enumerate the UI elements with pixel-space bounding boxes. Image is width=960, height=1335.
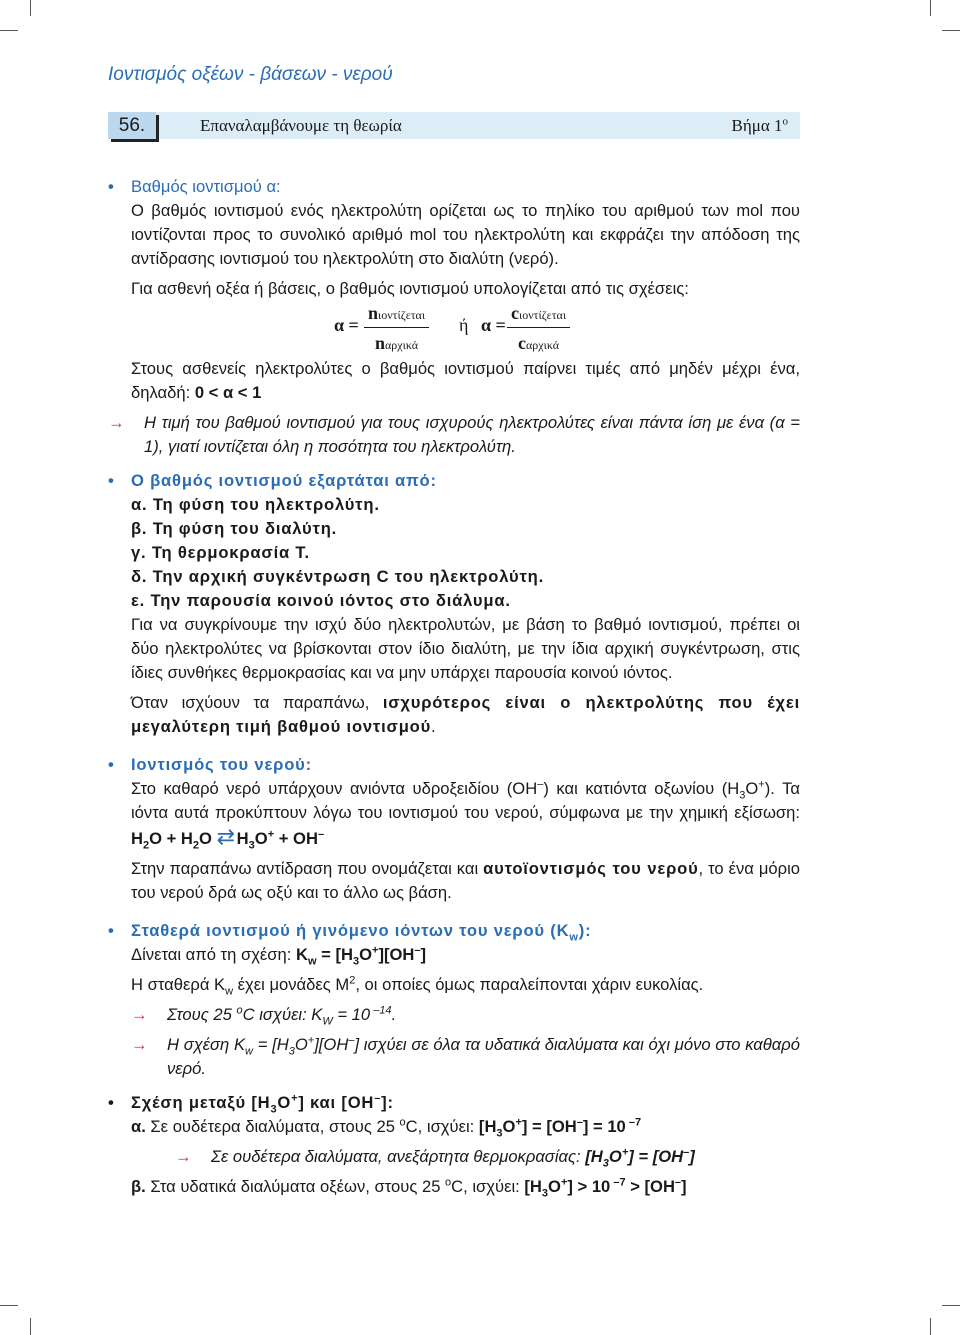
- section-water-ionization: [108, 753, 800, 905]
- bullet-icon: •: [108, 471, 114, 490]
- kw-value-note: → Στους 25 $^o$C ισχύει: $K_W = 10$ $^{-14}$.: [131, 1004, 397, 1028]
- conclusion-paragraph: Όταν ισχύουν τα παραπάνω, ισχυρότερος είναι ο ηλεκτρολύτης που έχει μεγαλύτερη τιμή βαθμού ιοντισμού.: [131, 693, 800, 736]
- header-title: Επαναλαμβάνουμε τη θεωρία: [200, 116, 402, 135]
- dependency-item: β. Τη φύση του διαλύτη.: [131, 519, 338, 538]
- crop-mark: [30, 0, 31, 16]
- acidic-relation: β. Στα υδατικά διαλύματα οξέων, στους 25 $^o$C, ισχύει: $[H_3O^+] > 10$ $^{-7}$ > [OH–]: [131, 1176, 687, 1200]
- alpha-equals-2: α =: [481, 315, 506, 335]
- kw-units: Η σταθερά $K_w$ έχει μονάδες $M^2$, οι οποίες όμως παραλείπονται χάριν ευκολίας.: [131, 974, 704, 998]
- heading-ionization-degree: Βαθμός ιοντισμού α:: [131, 177, 281, 196]
- section-title: Ιοντισμός οξέων - βάσεων - νερού: [108, 64, 393, 85]
- arrow-icon: →: [131, 1005, 148, 1024]
- dependency-item: α. Τη φύση του ηλεκτρολύτη.: [131, 495, 380, 514]
- section-kw: [108, 919, 800, 1081]
- heading-dependencies: Ο βαθμός ιοντισμού εξαρτάται από:: [131, 471, 437, 490]
- section-ionization-degree: [108, 175, 800, 459]
- bullet-icon: •: [108, 177, 114, 196]
- step-label: Βήμα $1^o$: [731, 115, 788, 135]
- definition-paragraph: Ο βαθμός ιοντισμού ενός ηλεκτρολύτη ορίζεται ως το πηλίκο του αριθμού των mol που ιοντίζονται προς το συνολικό αριθμό mol του ηλεκτρολύτη και εκφράζει την απόδοση της αντίδρασης ιοντισμού του ηλεκτρολύτη στο διαλύτη (νερό).: [131, 201, 800, 268]
- heading-kw: Σταθερά ιοντισμού ή γινόμενο ιόντων του νερού $(K_w)$:: [131, 921, 592, 944]
- kw-relation: Δίνεται από τη σχέση: $K_w = [H_3O^+][OH^-]$: [131, 944, 427, 968]
- neutral-any-temperature-note: → Σε ουδέτερα διαλύματα, ανεξάρτητα θερμοκρασίας: $[H_3O^+] = [OH^-]$: [175, 1146, 695, 1170]
- equilibrium-arrow-icon: ⇄: [216, 824, 233, 849]
- dependency-item: ε. Την παρουσία κοινού ιόντος στο διάλυμα.: [131, 591, 511, 610]
- crop-mark: [942, 1305, 960, 1306]
- section-dependencies: [108, 469, 800, 739]
- crop-mark: [0, 30, 18, 31]
- neutral-relation: α. Σε ουδέτερα διαλύματα, στους 25 $^o$C, ισχύει: $[H_3O^+] = [OH^-] = 10$ $^{-7}$: [131, 1116, 642, 1140]
- page-content: [108, 175, 800, 1199]
- crop-mark: [930, 0, 931, 16]
- autoionization-paragraph: Στην παραπάνω αντίδραση που ονομάζεται και αυτοϊοντισμός του νερού, το ένα μόριο του νερού δρά ως οξύ και το άλλο ως βάση.: [131, 859, 800, 902]
- alpha-equals: α =: [334, 315, 359, 335]
- arrow-icon: →: [108, 413, 125, 432]
- crop-mark: [30, 1318, 31, 1335]
- crop-mark: [930, 1318, 931, 1335]
- dependency-item: γ. Τη θερμοκρασία Τ.: [131, 543, 310, 562]
- water-paragraph: Στο καθαρό νερό υπάρχουν ανιόντα υδροξειδίου (OH–) και κατιόντα οξωνίου $(H_3O^+)$. Τα ιόντα αυτά προκύπτουν λόγω του ιοντισμού του νερού, σύμφωνα με την χημική εξίσωση: $H_2O + H_2O$ ⇄ $H_3O^+ + OH^-$: [131, 778, 800, 852]
- bullet-icon: •: [108, 921, 114, 940]
- or-text: ή: [459, 315, 469, 335]
- dependency-item: δ. Την αρχική συγκέντρωση C του ηλεκτρολύτη.: [131, 567, 545, 586]
- section-number: 56.: [108, 112, 156, 139]
- bullet-icon: •: [108, 1093, 114, 1112]
- strong-electrolyte-note: → Η τιμή του βαθμού ιοντισμού για τους ισχυρούς ηλεκτρολύτες είναι πάντα ίση με ένα (α = 1), γιατί ιοντίζεται όλη η ποσότητα του ηλεκτρολύτη.: [108, 413, 800, 456]
- heading-water-ionization: Ιοντισμός του νερού:: [131, 755, 312, 774]
- fraction-c: cιοντίζεται cαρχικά: [507, 301, 570, 357]
- water-equation: $H_2O + H_2O$: [131, 829, 212, 852]
- section-relation: [108, 1091, 800, 1199]
- crop-mark: [0, 1305, 18, 1306]
- arrow-icon: →: [175, 1147, 192, 1166]
- alpha-formula: [131, 301, 800, 357]
- crop-mark: [942, 30, 960, 31]
- bullet-icon: •: [108, 755, 114, 774]
- range-paragraph: Στους ασθενείς ηλεκτρολύτες ο βαθμός ιοντισμού παίρνει τιμές από μηδέν μέχρι ένα, δηλαδή: 0 < α < 1: [131, 359, 800, 402]
- arrow-icon: →: [131, 1035, 148, 1054]
- fraction-n: nιοντίζεται nαρχικά: [364, 301, 429, 357]
- comparison-paragraph: Για να συγκρίνουμε την ισχύ δύο ηλεκτρολυτών, με βάση το βαθμό ιοντισμού, πρέπει οι δύο ηλεκτρολύτες να βρίσκονται στον ίδιο διαλύτη, με την ίδια αρχική συγκέντρωση, στις ίδιες συνθήκες θερμοκρασίας και να μην υπάρχει παρουσία κοινού ιόντος.: [131, 615, 800, 682]
- heading-relation: Σχέση μεταξύ $[H_3O^+]$ και [OH–]:: [131, 1092, 394, 1116]
- weak-electrolytes-text: Για ασθενή οξέα ή βάσεις, ο βαθμός ιοντισμού υπολογίζεται από τις σχέσεις:: [131, 279, 689, 298]
- kw-validity-note: → Η σχέση $K_w = [H_3O^+][OH^-]$ ισχύει σε όλα τα υδατικά διαλύματα και όχι μόνο στο καθαρό νερό.: [131, 1034, 800, 1078]
